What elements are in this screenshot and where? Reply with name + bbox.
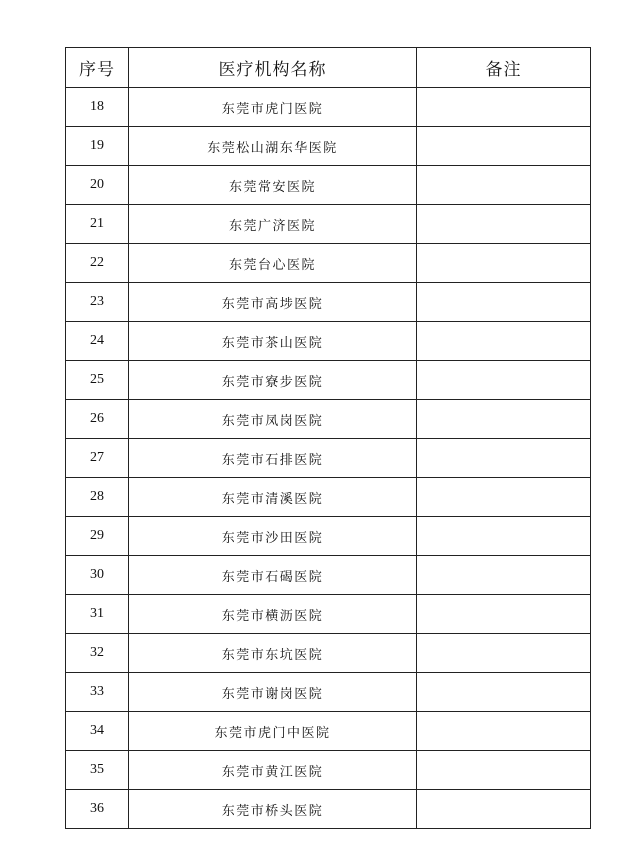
table-row bbox=[66, 712, 591, 751]
row-index-cell: 29 bbox=[66, 517, 129, 556]
table-row bbox=[66, 322, 591, 361]
hospital-name-cell: 东莞市黄江医院 bbox=[129, 751, 417, 790]
row-index-cell: 18 bbox=[66, 88, 129, 127]
table-row bbox=[66, 400, 591, 439]
table-row bbox=[66, 634, 591, 673]
hospital-name-cell: 东莞市凤岗医院 bbox=[129, 400, 417, 439]
row-index-cell: 32 bbox=[66, 634, 129, 673]
table-header-row bbox=[66, 48, 591, 88]
hospital-name-cell: 东莞市虎门中医院 bbox=[129, 712, 417, 751]
remark-cell bbox=[417, 751, 591, 790]
remark-cell bbox=[417, 361, 591, 400]
hospital-name-cell: 东莞广济医院 bbox=[129, 205, 417, 244]
row-index-cell: 28 bbox=[66, 478, 129, 517]
remark-cell bbox=[417, 634, 591, 673]
remark-cell bbox=[417, 127, 591, 166]
remark-cell bbox=[417, 283, 591, 322]
row-index-cell: 35 bbox=[66, 751, 129, 790]
table-row bbox=[66, 244, 591, 283]
table-row bbox=[66, 673, 591, 712]
remark-cell bbox=[417, 673, 591, 712]
table-row bbox=[66, 751, 591, 790]
table-row bbox=[66, 283, 591, 322]
row-index-cell: 19 bbox=[66, 127, 129, 166]
table-row bbox=[66, 166, 591, 205]
remark-cell bbox=[417, 478, 591, 517]
hospital-name-cell: 东莞常安医院 bbox=[129, 166, 417, 205]
hospital-name-cell: 东莞市石碣医院 bbox=[129, 556, 417, 595]
row-index-cell: 22 bbox=[66, 244, 129, 283]
remark-cell bbox=[417, 166, 591, 205]
hospital-name-cell: 东莞市桥头医院 bbox=[129, 790, 417, 829]
hospital-table bbox=[65, 47, 591, 829]
row-index-cell: 36 bbox=[66, 790, 129, 829]
remark-cell bbox=[417, 244, 591, 283]
header-remark: 备注 bbox=[417, 48, 591, 88]
row-index-cell: 21 bbox=[66, 205, 129, 244]
table-row bbox=[66, 595, 591, 634]
table-body bbox=[66, 88, 591, 829]
table-row bbox=[66, 205, 591, 244]
remark-cell bbox=[417, 322, 591, 361]
row-index-cell: 33 bbox=[66, 673, 129, 712]
row-index-cell: 25 bbox=[66, 361, 129, 400]
table-row bbox=[66, 478, 591, 517]
document-page bbox=[65, 47, 590, 831]
hospital-name-cell: 东莞市石排医院 bbox=[129, 439, 417, 478]
table-row bbox=[66, 517, 591, 556]
row-index-cell: 31 bbox=[66, 595, 129, 634]
hospital-name-cell: 东莞市清溪医院 bbox=[129, 478, 417, 517]
remark-cell bbox=[417, 439, 591, 478]
remark-cell bbox=[417, 595, 591, 634]
hospital-name-cell: 东莞市寮步医院 bbox=[129, 361, 417, 400]
remark-cell bbox=[417, 556, 591, 595]
table-row bbox=[66, 88, 591, 127]
row-index-cell: 23 bbox=[66, 283, 129, 322]
hospital-name-cell: 东莞市茶山医院 bbox=[129, 322, 417, 361]
row-index-cell: 30 bbox=[66, 556, 129, 595]
hospital-name-cell: 东莞市高埗医院 bbox=[129, 283, 417, 322]
table-row bbox=[66, 439, 591, 478]
hospital-name-cell: 东莞市横沥医院 bbox=[129, 595, 417, 634]
remark-cell bbox=[417, 400, 591, 439]
row-index-cell: 34 bbox=[66, 712, 129, 751]
hospital-name-cell: 东莞市谢岗医院 bbox=[129, 673, 417, 712]
remark-cell bbox=[417, 790, 591, 829]
row-index-cell: 26 bbox=[66, 400, 129, 439]
row-index-cell: 20 bbox=[66, 166, 129, 205]
hospital-name-cell: 东莞台心医院 bbox=[129, 244, 417, 283]
header-name: 医疗机构名称 bbox=[129, 48, 417, 88]
table-row bbox=[66, 556, 591, 595]
hospital-name-cell: 东莞市沙田医院 bbox=[129, 517, 417, 556]
row-index-cell: 24 bbox=[66, 322, 129, 361]
header-index: 序号 bbox=[66, 48, 129, 88]
hospital-name-cell: 东莞松山湖东华医院 bbox=[129, 127, 417, 166]
hospital-name-cell: 东莞市东坑医院 bbox=[129, 634, 417, 673]
remark-cell bbox=[417, 205, 591, 244]
remark-cell bbox=[417, 517, 591, 556]
table-row bbox=[66, 790, 591, 829]
remark-cell bbox=[417, 712, 591, 751]
table-row bbox=[66, 127, 591, 166]
remark-cell bbox=[417, 88, 591, 127]
hospital-name-cell: 东莞市虎门医院 bbox=[129, 88, 417, 127]
table-row bbox=[66, 361, 591, 400]
row-index-cell: 27 bbox=[66, 439, 129, 478]
